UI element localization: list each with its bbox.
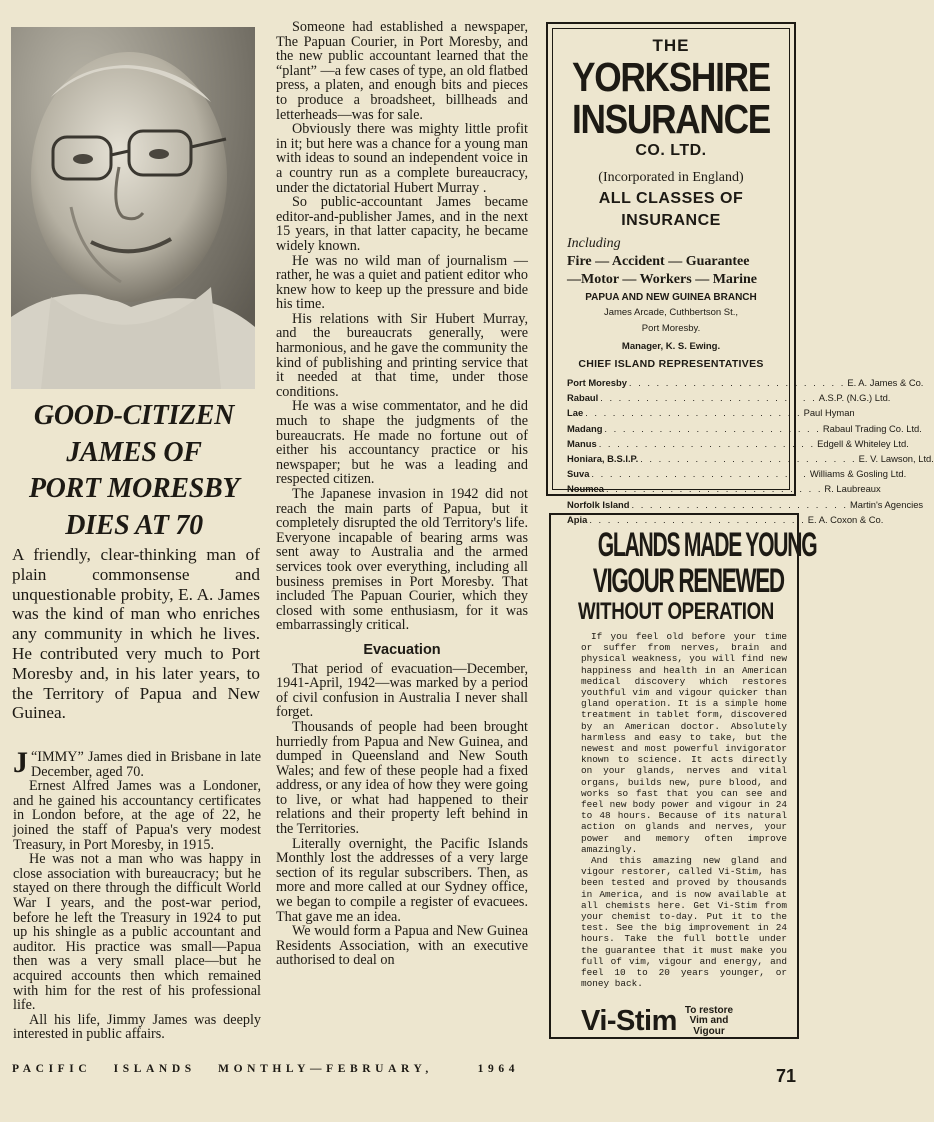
article-paragraph: Thousands of people had been brought hurriedly from Papua and New Guinea, and dumped in Queensland and New South Wales; and few of these people had a fixed address, or any idea of how they were going to live, or what had happened to their relations and their property left behind in the Territories. (276, 718, 528, 838)
paragraph-text: “IMMY” James died in Brisbane in late December, aged 70. (31, 749, 261, 780)
leader-dots: . . . . . . . . . . . . . . . . . . . . . . . . (628, 377, 846, 388)
rep-row (567, 497, 924, 512)
article-paragraph: Someone had established a newspaper, The Papuan Courier, in Port Moresby, and the new public accountant learned that the “plant” —a few cases of type, an old flatbed press, a platen, and enough bits and pieces to produce a broadsheet, billheads and letterheads—was for sale. (276, 19, 528, 123)
rep-agent: E. V. Lawson, Ltd. (858, 453, 934, 465)
leader-dots: . . . . . . . . . . . . . . . . . . . . . . . . (589, 513, 806, 525)
ad-tagline-line: Vim and (689, 1015, 729, 1027)
ad-tagline-line: Vigour (693, 1025, 725, 1037)
section-heading: Evacuation (363, 641, 441, 658)
ad-co-ltd: CO. LTD. (635, 142, 707, 159)
article-paragraph: He was no wild man of journalism —rather, he was a quiet and patient editor who knew how to keep up the pressure and bide his time. (276, 252, 528, 313)
leader-dots: . . . . . . . . . . . . . . . . . . . . . . . . (606, 483, 823, 495)
leader-dots: . . . . . . . . . . . . . . . . . . . . . . . . (585, 407, 802, 419)
article-paragraph: Literally overnight, the Pacific Islands Monthly lost the addresses of a very large section of its regular subscribers. Then, as more and more called at our Sydney office, we began to compile a register of evacuees. That gave me an idea. (276, 835, 528, 925)
rep-place: Manus (567, 437, 597, 449)
ad-representatives-list (567, 375, 934, 527)
ad-address: Port Moresby. (641, 323, 701, 334)
article-paragraph: We would form a Papua and New Guinea Residents Association, with an executive authorised to deal on (276, 923, 528, 969)
ad-tagline-line: To restore (684, 1004, 734, 1016)
article-column-1 (13, 746, 261, 1043)
rep-place: Port Moresby (567, 377, 627, 388)
leader-dots: . . . . . . . . . . . . . . . . . . . . . . . . (591, 468, 808, 480)
rep-agent: R. Laubreaux (824, 483, 881, 495)
ad-insurance-lines: —Motor — Workers — Marine (567, 272, 758, 287)
article-column-2 (276, 20, 528, 968)
ad-company-name: YORKSHIRE (571, 54, 771, 100)
rep-agent: Martin's Agencies (849, 498, 924, 510)
leader-dots: . . . . . . . . . . . . . . . . . . . . . . . . (598, 437, 816, 449)
article-intro: A friendly, clear-thinking man of plain commonsense and unquestionable probity, E. A. James was the kind of man who enriches any community in which he lives. He contributed very much to Port Moresby and, in his later years, to the Territory of Papua and New Guinea. (12, 545, 260, 723)
ad-brand: Vi-Stim (581, 1005, 677, 1037)
ad-including: Including (567, 236, 621, 251)
ad-all-classes: INSURANCE (621, 212, 721, 229)
rep-place: Suva (567, 468, 590, 480)
page-number: 71 (776, 1066, 797, 1086)
ad-manager: Manager, K. S. Ewing. (621, 341, 721, 352)
rep-place: Madang (567, 422, 603, 434)
article-paragraph: His relations with Sir Hubert Murray, and the bureaucrats generally, were harmonious, and he gave the community the kind of publishing and printing service that it needed at that time, under those conditions. (276, 310, 528, 400)
leader-dots: . . . . . . . . . . . . . . . . . . . . . . . . (604, 422, 821, 434)
article-paragraph: Ernest Alfred James was a Londoner, and he gained his accountancy certificates in London before, at the age of 22, he joined the staff of Papua's very modest Treasury, in Port Moresby, in 1915. (13, 778, 261, 853)
ad-chief-heading: CHIEF ISLAND REPRESENTATIVES (578, 358, 764, 370)
rep-place: Noumea (567, 483, 604, 495)
rep-row (567, 390, 891, 405)
leader-dots: . . . . . . . . . . . . . . . . . . . . . . . . (640, 453, 857, 465)
rep-row (567, 481, 881, 496)
ad-headline: GLANDS MADE YOUNG (597, 526, 817, 564)
article-paragraph: So public-accountant James became editor-and-publisher James, and in the next 15 years, in that latter capacity, he became widely known. (276, 194, 528, 254)
headline-line: DIES AT 70 (65, 509, 203, 541)
rep-place: Honiara, B.S.I.P. (567, 453, 639, 465)
rep-agent: Paul Hyman (803, 407, 855, 419)
vistim-ad (549, 513, 817, 1039)
rep-agent: Edgell & Whiteley Ltd. (817, 437, 909, 449)
rep-place: Lae (567, 407, 584, 419)
rep-place: Norfolk Island (567, 498, 630, 510)
article-paragraph: Obviously there was mighty little profit in it; but here was a chance for a young man with ideas to sound an independent voice in a country run as a complete bureaucracy, under the dictatorial Hubert Murray . (276, 121, 528, 196)
ad-subheadline: WITHOUT OPERATION (578, 598, 774, 625)
ad-inner-border (552, 28, 934, 525)
ad-address: James Arcade, Cuthbertson St., (603, 307, 739, 318)
article-paragraph (13, 746, 261, 780)
rep-agent: Williams & Gosling Ltd. (809, 468, 907, 480)
headline-line: GOOD-CITIZEN (33, 400, 235, 431)
ad-insurance-lines: Fire — Accident — Guarantee (567, 254, 750, 269)
leader-dots: . . . . . . . . . . . . . . . . . . . . . . . . (600, 392, 817, 404)
ad-footer (581, 1005, 787, 1038)
ad-the: THE (652, 36, 690, 55)
rep-row (567, 405, 855, 420)
ad-body (581, 631, 787, 990)
ad-all-classes: ALL CLASSES OF (598, 190, 744, 207)
rep-row (567, 436, 909, 451)
page-footer-masthead: PACIFIC ISLANDS MONTHLY—FEBRUARY, 1964 (12, 1063, 520, 1075)
article-paragraph: That period of evacuation—December, 1941-April, 1942—was marked by a period of civil confusion in Australia I never shall forget. (276, 660, 528, 721)
leader-dots: . . . . . . . . . . . . . . . . . . . . . . . . (631, 498, 848, 510)
ad-branch: PAPUA AND NEW GUINEA BRANCH (585, 292, 757, 303)
headline-line: PORT MORESBY (28, 473, 240, 504)
ad-body-paragraph: If you feel old before your time or suffer from nerves, brain and physical weakness, you will find new happiness and health in an American medical discovery which restores youthful vim and vigour quicker than gland operation. It is a simple home treatment in tablet form, discovered by an American doctor. Absolutely harmless and easy to take, but the newest and most powerful invigorator known to science. It acts directly on your glands, nerves and vital organs, builds new, pure blood, and works so fast that you can see and feel new body power and vigour in 24 to 48 hours. Because of its natural action on glands and nerves, your power and memory often improve amazingly. (581, 631, 787, 855)
article-paragraph: All his life, Jimmy James was deeply interested in public affairs. (13, 1011, 261, 1043)
rep-agent: Rabaul Trading Co. Ltd. (822, 422, 922, 434)
article-paragraph: He was a wise commentator, and he did much to shape the judgments of the bureaucrats. He made no fortune out of either his accountancy practice or his newspaper; but he was a leading and respected citizen. (276, 398, 528, 488)
ad-company-name: INSURANCE (571, 96, 771, 142)
rep-row (567, 466, 907, 481)
rep-row (567, 375, 924, 390)
rep-row (567, 421, 922, 436)
drop-cap: J (13, 746, 28, 779)
headline-line: JAMES OF (66, 436, 202, 468)
portrait-photo (11, 27, 255, 389)
rep-place: Apia (567, 513, 588, 525)
article-paragraph: He was not a man who was happy in close association with bureaucracy; but he stayed on there through the difficult World War I years, and the post-war period, before he left the Treasury in 1924 to put up his shingle as a public accountant and auditor. His practice was small—Papua then was a very small place—but he acquired accounts then which remained with him for the rest of his professional life. (13, 851, 261, 1014)
rep-place: Rabaul (567, 392, 599, 404)
ad-incorporated: (Incorporated in England) (598, 170, 744, 185)
ad-body-paragraph: And this amazing new gland and vigour restorer, called Vi-Stim, has been tested and proved by thousands in America, and is now available at all chemists here. Get Vi-Stim from your chemist to-day. Put it to the test. See the big improvement in 24 hours. Take the full bottle under the guarantee that it must make you full of vim, vigour and energy, and feel 10 to 20 years younger, or money back. (581, 855, 787, 990)
ad-headline: VIGOUR RENEWED (592, 562, 784, 600)
rep-agent: E. A. Coxon & Co. (807, 513, 884, 525)
headline (8, 398, 260, 544)
rep-agent: E. A. James & Co. (847, 377, 924, 388)
portrait-illustration (11, 27, 255, 389)
article-paragraph: The Japanese invasion in 1942 did not reach the main parts of Papua, but it completely disrupted the old Territory's life. Everyone incapable of bearing arms was sent away to Australia and the armed services took over everything, including all business premises in Port Moresby. That included The Papuan Courier, which they closed with some enthusiasm, for it was embarrassingly critical. (276, 486, 528, 634)
rep-row (567, 451, 934, 466)
ad-tagline (685, 1006, 733, 1038)
rep-agent: A.S.P. (N.G.) Ltd. (818, 392, 891, 404)
yorkshire-insurance-ad (546, 22, 934, 525)
